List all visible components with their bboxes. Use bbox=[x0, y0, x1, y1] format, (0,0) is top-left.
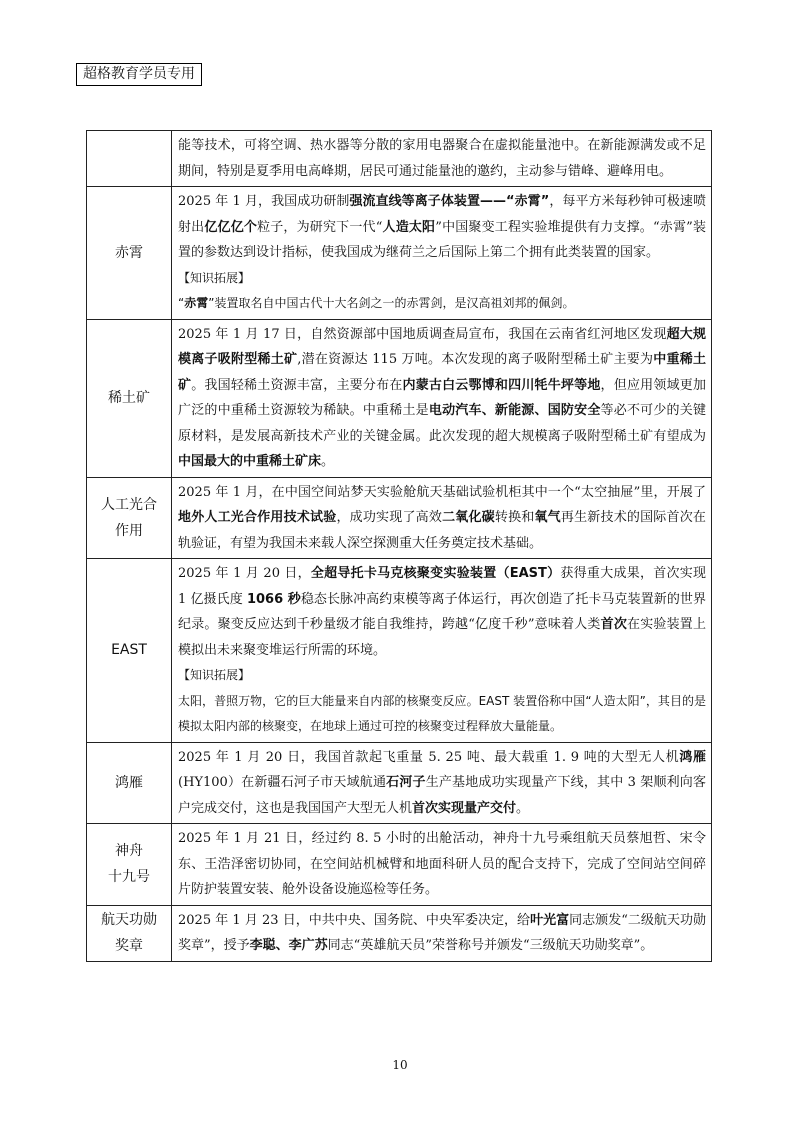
row-label: 鸿雁 bbox=[87, 742, 172, 824]
row-content bbox=[172, 742, 712, 824]
page-number: 10 bbox=[392, 1058, 408, 1072]
table-row bbox=[87, 905, 712, 961]
row-label bbox=[87, 905, 172, 961]
table-row bbox=[87, 559, 712, 743]
knowledge-extension-body: 太阳，普照万物，它的巨大能量来自内部的核聚变反应。EAST 装置俗称中国“人造太阳”，其目的是模拟太阳内部的核聚变，在地球上通过可控的核聚变过程释放大量能量。 bbox=[178, 693, 706, 733]
knowledge-extension-body: “赤霄”装置取名自中国古代十大名剑之一的赤霄剑，是汉高祖刘邦的佩剑。 bbox=[178, 296, 575, 310]
row-label: EAST bbox=[87, 559, 172, 743]
row-label-line: 神舟 bbox=[115, 843, 143, 860]
row-content bbox=[172, 824, 712, 906]
row-label-line: 人工光合 bbox=[101, 496, 157, 513]
row-label: 稀土矿 bbox=[87, 319, 172, 477]
knowledge-extension-heading: 【知识拓展】 bbox=[178, 270, 251, 285]
row-text: 2025 年 1 月 21 日，经过约 8. 5 小时的出舱活动，神舟十九号乘组航天员蔡旭哲、宋令东、王浩泽密切协同，在空间站机械臂和地面科研人员的配合支持下，完成了空间站空间碎片防护装置安装、舱外设备设施巡检等任务。 bbox=[178, 831, 706, 897]
row-content bbox=[172, 131, 712, 187]
table-row bbox=[87, 477, 712, 559]
row-label bbox=[87, 477, 172, 559]
row-text: 能等技术，可将空调、热水器等分散的家用电器聚合在虚拟能量池中。在新能源满发或不足期间，特别是夏季用电高峰期，居民可通过能量池的邀约，主动参与错峰、避峰用电。 bbox=[178, 138, 706, 179]
row-label-line: 奖章 bbox=[115, 938, 143, 954]
row-content bbox=[172, 477, 712, 559]
table-row bbox=[87, 187, 712, 320]
row-label bbox=[87, 824, 172, 906]
row-content bbox=[172, 319, 712, 477]
row-text: 2025 年 1 月 17 日，自然资源部中国地质调查局宣布，我国在云南省红河地区发现超大规模离子吸附型稀土矿,潜在资源达 115 万吨。本次发现的离子吸附型稀土矿主要为中重稀土矿。我国轻稀土资源丰富，主要分布在内蒙古白云鄂博和四川牦牛坪等地，但应用领域更加广泛的中重稀土资源较为稀缺。中重稀土是电动汽车、新能源、国防安全等必不可少的关键原材料，是发展高新技术产业的关键金属。此次发现的超大规模离子吸附型稀土矿有望成为中国最大的中重稀土矿床。 bbox=[178, 326, 706, 469]
row-label-line: 航天功勋 bbox=[101, 912, 157, 928]
table-row bbox=[87, 742, 712, 824]
row-text: 2025 年 1 月 20 日，全超导托卡马克核聚变实验装置（EAST）获得重大成果，首次实现 1 亿摄氏度 1066 秒稳态长脉冲高约束模等离子体运行，再次创造了托卡马克装置新的世界纪录。聚变反应达到千秒量级才能自我维持，跨越“亿度千秒”意味着人类首次在实验装置上模拟出未来聚变堆运行所需的环境。 bbox=[178, 566, 706, 658]
table-row bbox=[87, 131, 712, 187]
row-content bbox=[172, 187, 712, 320]
row-text: 2025 年 1 月，我国成功研制强流直线等离子体装置——“赤霄”，每平方米每秒钟可极速喷射出亿亿亿个粒子，为研究下一代“人造太阳”中国聚变工程实验堆提供有力支撑。“赤霄”装置的参数达到设计指标，使我国成为继荷兰之后国际上第二个拥有此类装置的国家。 bbox=[178, 194, 706, 260]
row-text: 2025 年 1 月，在中国空间站梦天实验舱航天基础试验机柜其中一个“太空抽屉”里，开展了地外人工光合作用技术试验，成功实现了高效二氧化碳转换和氧气再生新技术的国际首次在轨验证，有望为我国未来载人深空探测重大任务奠定技术基础。 bbox=[178, 484, 706, 551]
row-label: 赤霄 bbox=[87, 187, 172, 320]
row-content bbox=[172, 559, 712, 743]
topics-table bbox=[86, 130, 712, 962]
table-row bbox=[87, 824, 712, 906]
knowledge-extension-heading: 【知识拓展】 bbox=[178, 668, 251, 682]
row-content bbox=[172, 905, 712, 961]
row-label bbox=[87, 131, 172, 187]
table-row bbox=[87, 319, 712, 477]
row-label-line: 作用 bbox=[115, 522, 143, 539]
row-text: 2025 年 1 月 23 日，中共中央、国务院、中央军委决定，给叶光富同志颁发“二级航天功勋奖章”，授予李聪、李广苏同志“英雄航天员”荣誉称号并颁发“三级航天功勋奖章”。 bbox=[178, 912, 706, 953]
header-label: 超格教育学员专用 bbox=[76, 63, 202, 86]
row-text: 2025 年 1 月 20 日，我国首款起飞重量 5. 25 吨、最大载重 1. 9 吨的大型无人机鸿雁(HY100）在新疆石河子市天域航通石河子生产基地成功实现量产下线，其中 3 架顺利向客户完成交付，这也是我国国产大型无人机首次实现量产交付。 bbox=[178, 749, 706, 816]
row-label-line: 十九号 bbox=[108, 869, 150, 886]
